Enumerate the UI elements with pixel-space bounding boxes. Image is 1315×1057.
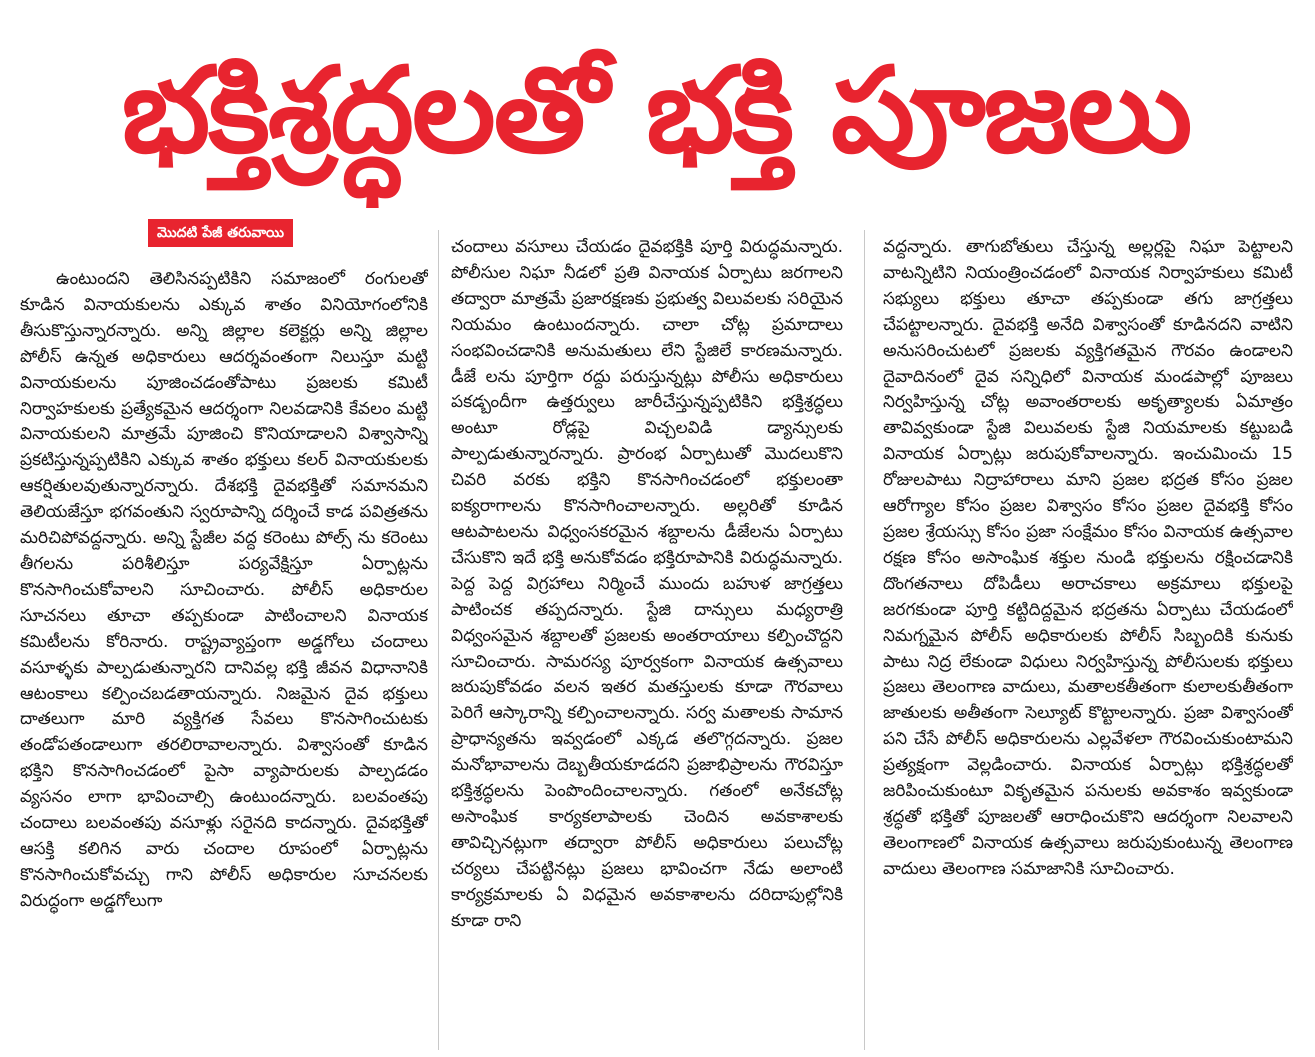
article-column-3	[883, 235, 1293, 1050]
column-divider	[438, 230, 439, 1050]
article-paragraph: ఉంటుందని తెలిసినప్పటికిని సమాజంలో రంగులతో కూడిన వినాయకులను ఎక్కువ శాతం వినియోగంలోనికి తీసుకొస్తున్నారన్నారు. అన్ని జిల్లాల కలెక్టర్లు అన్ని జిల్లాల పోలీస్ ఉన్నత అధికారులు ఆదర్శవంతంగా నిలుస్తూ మట్టి వినాయకులను పూజించడంతోపాటు ప్రజలకు కమిటీ నిర్వాహకులకు ప్రత్యేకమైన ఆదర్శంగా నిలవడానికి కేవలం మట్టి వినాయకులని మాత్రమే పూజించి కొనియాడాలని విశ్వాసాన్ని ప్రకటిస్తున్నప్పటికిని ఎక్కువ శాతం భక్తులు కలర్ వినాయకులకు ఆకర్షితులవుతున్నారన్నారు. దేశభక్తి దైవభక్తితో సమానమని తెలియజేస్తూ భగవంతుని స్వరూపాన్ని దర్శించే కాడ పవిత్రతను మరిచిపోవద్దన్నారు. అన్ని స్టేజీల వద్ద కరెంటు పోల్స్ ను కరెంటు తీగలను పరిశీలిస్తూ పర్యవేక్షిస్తూ ఏర్పాట్లను కొనసాగించుకోవాలని సూచించారు. పోలీస్ అధికారుల సూచనలు తూచా తప్పకుండా పాటించాలని వినాయక కమిటీలను కోరినారు. రాష్ట్రవ్యాప్తంగా అడ్డగోలు చందాలు వసూళ్ళకు పాల్పడుతున్నారని దానివల్ల భక్తి జీవన విధానానికి ఆటంకాలు కల్పించబడతాయన్నారు. నిజమైన దైవ భక్తులు దాతలుగా మారి వ్యక్తిగత సేవలు కొనసాగించుటకు తండోపతండాలుగా తరలిరావాలన్నారు. విశ్వాసంతో కూడిన భక్తిని కొనసాగించడంలో పైసా వ్యాపారులకు పాల్పడడం వ్యసనం లాగా భావించాల్సి ఉంటుందన్నారు. బలవంతపు చందాలు బలవంతపు వసూళ్లు సరైనది కాదన్నారు. దైవభక్తితో ఆసక్తి కలిగిన వారు చందాల రూపంలో ఏర్పాట్లను కొనసాగించుకోవచ్చు గాని పోలీస్ అధికారుల సూచనలకు విరుద్ధంగా అడ్డగోలుగా	[20, 269, 428, 911]
article-paragraph: వద్దన్నారు. తాగుబోతులు చేస్తున్న అల్లర్లపై నిఘా పెట్టాలని వాటన్నిటిని నియంత్రించడంలో వినాయక నిర్వాహకులు కమిటీ సభ్యులు భక్తులు తూచా తప్పకుండా తగు జాగ్రత్తలు చేపట్టాలన్నారు. దైవభక్తి అనేది విశ్వాసంతో కూడినదని వాటిని అనుసరించుటలో ప్రజలకు వ్యక్తిగతమైన గౌరవం ఉండాలని దైవాదినంలో దైవ సన్నిధిలో వినాయక మండపాల్లో పూజలు నిర్వహిస్తున్న చోట్ల అవాంతరాలకు అకృత్యాలకు ఏమాత్రం తావివ్వకుండా స్టేజి విలువలకు స్టేజి నియమాలకు కట్టుబడి వినాయక ఏర్పాట్లు జరుపుకోవాలన్నారు. ఇంచుమించు 15 రోజులపాటు నిద్రాహారాలు మాని ప్రజల భద్రత కోసం ప్రజల ఆరోగ్యాల కోసం ప్రజల విశ్వాసం కోసం ప్రజల దైవభక్తి కోసం ప్రజల శ్రేయస్సు కోసం ప్రజా సంక్షేమం కోసం వినాయక ఉత్సవాల రక్షణ కోసం అసాంఘిక శక్తుల నుండి భక్తులను రక్షించడానికి దొంగతనాలు దోపిడీలు అరాచకాలు అక్రమాలు భక్తులపై జరగకుండా పూర్తి కట్టిదిద్దమైన భద్రతను ఏర్పాటు చేయడంలో నిమగ్నమైన పోలీస్ అధికారులకు పోలీస్ సిబ్బందికి కునుకు పాటు నిద్ర లేకుండా విధులు నిర్వహిస్తున్న పోలీసులకు భక్తులు ప్రజలు తెలంగాణ వాదులు, మతాలకతీతంగా కులాలకుతీతంగా జాతులకు అతీతంగా సెల్యూట్ కొట్టాలన్నారు. ప్రజా విశ్వాసంతో పని చేసే పోలీస్ అధికారులను ఎల్లవేళలా గౌరవించుకుంటామని ప్రత్యక్షంగా వెల్లడించారు. వినాయక ఏర్పాట్లు భక్తిశ్రద్ధలతో జరిపించుకుంటూ వికృతమైన పనులకు అవకాశం ఇవ్వకుండా శ్రద్ధతో భక్తితో పూజలతో ఆరాధించుకొని ఆదర్శంగా నిలవాలని తెలంగాణలో వినాయక ఉత్సవాలు జరుపుకుంటున్న తెలంగాణ వాదులు తెలంగాణ సమాజానికి సూచించారు.	[883, 237, 1293, 879]
article-paragraph: చందాలు వసూలు చేయడం దైవభక్తికి పూర్తి విరుద్ధమన్నారు. పోలీసుల నిఘా నీడలో ప్రతి వినాయక ఏర్పాటు జరగాలని తద్వారా మాత్రమే ప్రజారక్షణకు ప్రభుత్వ విలువలకు సరియైన నియమం ఉంటుందన్నారు. చాలా చోట్ల ప్రమాదాలు సంభవించడానికి అనుమతులు లేని స్టేజిలే కారణమన్నారు. డీజే లను పూర్తిగా రద్దు పరుస్తున్నట్లు పోలీసు అధికారులు పకడ్బందీగా ఉత్తర్వులు జారీచేస్తున్నప్పటికిని భక్తిశ్రద్ధలు అంటూ రోడ్లపై విచ్చలవిడి డ్యాన్సులకు పాల్పడుతున్నారన్నారు. ప్రారంభ ఏర్పాటుతో మొదలుకొని చివరి వరకు భక్తిని కొనసాగించడంలో భక్తులంతా ఐక్యరాగాలను కొనసాగించాలన్నారు. అల్లరితో కూడిన ఆటపాటలను విధ్వంసకరమైన శబ్దాలను డీజేలను ఏర్పాటు చేసుకొని ఇదే భక్తి అనుకోవడం భక్తిరూపానికి విరుద్ధమన్నారు. పెద్ద పెద్ద విగ్రహాలు నిర్మించే ముందు బహుళ జాగ్రత్తలు పాటించక తప్పదన్నారు. స్టేజి దాన్సులు మధ్యరాత్రి విధ్వంసమైన శబ్దాలతో ప్రజలకు అంతరాయాలు కల్పించొద్దని సూచించారు. సామరస్య పూర్వకంగా వినాయక ఉత్సవాలు జరుపుకోవడం వలన ఇతర మతస్తులకు కూడా గౌరవాలు పెరిగే ఆస్కారాన్ని కల్పించాలన్నారు. సర్వ మతాలకు సామాన ప్రాధాన్యతను ఇవ్వడంలో ఎక్కడ తలొగ్గదన్నారు. ప్రజల మనోభావాలను దెబ్బతీయకూడదని ప్రజాభిప్రాలను గౌరవిస్తూ భక్తిశ్రద్ధలను పెంపొందించాలన్నారు. గతంలో అనేకచోట్ల అసాంఘిక కార్యకలాపాలకు చెందిన అవకాశాలకు తావిచ్చినట్లుగా తద్వారా పోలీస్ అధికారులు పలుచోట్ల చర్యలు చేపట్టినట్లు ప్రజలు భావించగా నేడు అలాంటి కార్యక్రమాలకు ఏ విధమైన అవకాశాలను దరిదాపుల్లోనికి కూడా రాని	[451, 237, 843, 931]
headline: భక్తిశ్రద్ధలతో భక్తి పూజలు	[121, 41, 1191, 179]
continuation-label: మొదటి పేజీ తరువాయి	[148, 219, 293, 247]
article-column-1	[20, 267, 428, 1052]
column-divider	[864, 230, 865, 1050]
article-column-2	[451, 235, 843, 1050]
